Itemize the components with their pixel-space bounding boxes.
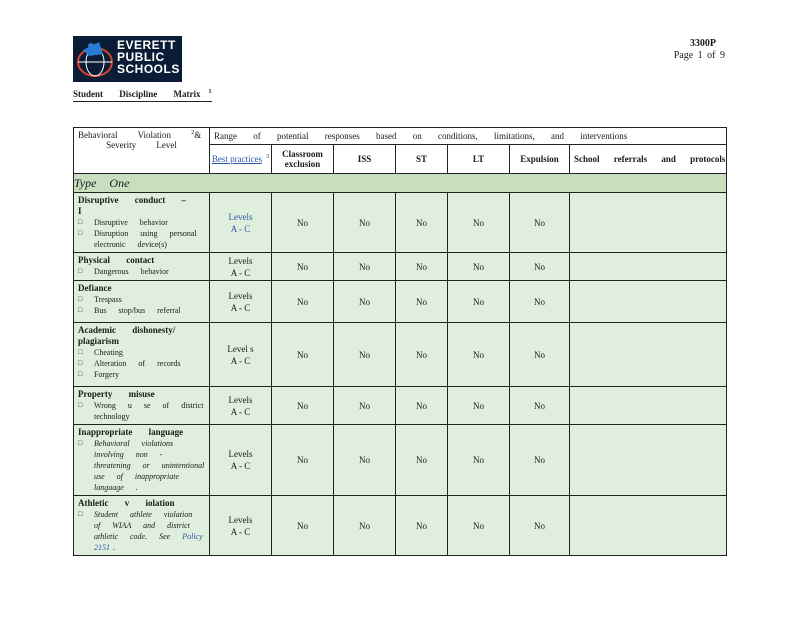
behavior-cell bbox=[74, 425, 210, 496]
globe-icon bbox=[73, 36, 117, 82]
behavior-cell bbox=[74, 323, 210, 387]
response-cell: No bbox=[448, 323, 510, 387]
response-cell: No bbox=[510, 387, 570, 425]
response-cell: No bbox=[396, 323, 448, 387]
behavior-title: Inappropriate language bbox=[78, 427, 184, 437]
document-title bbox=[73, 89, 212, 102]
response-cell: No bbox=[448, 281, 510, 323]
behavior-item bbox=[78, 217, 205, 228]
response-cell: No bbox=[334, 253, 396, 281]
behavior-item bbox=[78, 228, 205, 250]
response-cell: No bbox=[272, 253, 334, 281]
table-row bbox=[74, 425, 727, 496]
school-referrals-cell bbox=[570, 425, 727, 496]
col-header-iss: ISS bbox=[334, 145, 396, 174]
response-cell: No bbox=[272, 496, 334, 556]
discipline-matrix-table bbox=[73, 127, 727, 556]
col-header-expulsion: Expulsion bbox=[510, 145, 570, 174]
response-cell: No bbox=[396, 387, 448, 425]
logo-line1: EVERETT bbox=[117, 38, 176, 52]
levels-cell bbox=[210, 496, 272, 556]
document-title-text: Student Discipline Matrix bbox=[73, 89, 201, 99]
header-behavioral-footnote: 2 bbox=[191, 130, 195, 136]
header-behavioral-text: Behavioral Violation bbox=[78, 130, 172, 140]
table-row bbox=[74, 323, 727, 387]
table-row bbox=[74, 281, 727, 323]
behavior-item bbox=[78, 400, 205, 422]
behavior-item-text: Forgery bbox=[94, 370, 120, 379]
response-cell: No bbox=[334, 323, 396, 387]
matrix-body bbox=[74, 193, 727, 556]
school-referrals-cell bbox=[570, 253, 727, 281]
response-cell: No bbox=[510, 323, 570, 387]
school-referrals-cell bbox=[570, 281, 727, 323]
behavior-item-text: Bus stop/bus referral bbox=[94, 306, 181, 315]
behavior-cell bbox=[74, 193, 210, 253]
logo-line3: SCHOOLS bbox=[117, 62, 180, 76]
behavior-item-text: Alteration of records bbox=[94, 359, 181, 368]
school-referrals-cell bbox=[570, 387, 727, 425]
response-cell: No bbox=[272, 281, 334, 323]
levels-label: Levels bbox=[228, 211, 253, 222]
table-row bbox=[74, 387, 727, 425]
response-cell: No bbox=[272, 323, 334, 387]
response-cell: No bbox=[448, 253, 510, 281]
response-cell: No bbox=[396, 193, 448, 253]
response-cell: No bbox=[510, 281, 570, 323]
behavior-item-text: Behavioral violations involving non - threatening or unintentional use of inappropriate language . bbox=[94, 439, 205, 492]
response-cell: No bbox=[448, 496, 510, 556]
behavior-item-text: Cheating bbox=[94, 348, 123, 357]
levels-label: Levels bbox=[228, 394, 253, 405]
behavior-title: Academic dishonesty/ plagiarism bbox=[78, 325, 176, 346]
behavior-item bbox=[78, 305, 205, 316]
response-cell: No bbox=[396, 496, 448, 556]
levels-label: Levels bbox=[228, 514, 253, 525]
levels-range: A - C bbox=[230, 526, 251, 537]
response-cell: No bbox=[272, 193, 334, 253]
response-cell: No bbox=[510, 253, 570, 281]
response-cell: No bbox=[272, 387, 334, 425]
behavior-title: Athletic v iolation bbox=[78, 498, 175, 508]
behavior-item bbox=[78, 369, 205, 380]
page-number: Page 1 of 9 bbox=[673, 50, 725, 61]
response-cell: No bbox=[510, 193, 570, 253]
behavior-item-text: Wrong u se of district technology bbox=[94, 401, 204, 421]
behavior-item-text: Trespass bbox=[94, 295, 122, 304]
behavior-item bbox=[78, 266, 205, 277]
behavior-cell bbox=[74, 253, 210, 281]
response-cell: No bbox=[448, 387, 510, 425]
response-cell: No bbox=[510, 496, 570, 556]
levels-cell bbox=[210, 425, 272, 496]
district-logo bbox=[73, 36, 182, 82]
behavior-item-text: Dangerous behavior bbox=[94, 267, 169, 276]
levels-range: A - C bbox=[230, 461, 251, 471]
response-cell: No bbox=[272, 425, 334, 496]
response-cell: No bbox=[334, 193, 396, 253]
policy-link[interactable]: Policy 2151 bbox=[94, 532, 203, 552]
school-referrals-cell bbox=[570, 193, 727, 253]
header-severity-level: Severity Level bbox=[106, 140, 177, 150]
logo-line2: PUBLIC bbox=[117, 50, 165, 64]
header-behavioral-amp: & bbox=[194, 130, 202, 140]
header-behavioral-violation bbox=[74, 128, 210, 174]
best-practices-footnote: 3 bbox=[266, 154, 270, 160]
behavior-cell bbox=[74, 387, 210, 425]
levels-cell bbox=[210, 387, 272, 425]
levels-label: Levels bbox=[228, 449, 253, 459]
document-title-footnote: 1 bbox=[208, 89, 212, 95]
behavior-title: Physical contact bbox=[78, 255, 155, 265]
behavior-cell bbox=[74, 496, 210, 556]
behavior-item bbox=[78, 294, 205, 305]
col-header-school-referrals: School referrals and protocols bbox=[570, 145, 727, 174]
response-cell: No bbox=[448, 193, 510, 253]
levels-cell bbox=[210, 323, 272, 387]
response-cell: No bbox=[334, 387, 396, 425]
levels-range: A - C bbox=[230, 355, 251, 366]
table-row bbox=[74, 253, 727, 281]
behavior-item bbox=[78, 509, 205, 553]
behavior-item bbox=[78, 347, 205, 358]
behavior-item-text: Disruption using personal electronic device(s) bbox=[94, 229, 197, 249]
levels-range: A - C bbox=[230, 302, 251, 313]
table-row bbox=[74, 496, 727, 556]
behavior-item bbox=[78, 358, 205, 369]
behavior-title: Defiance bbox=[78, 283, 112, 293]
response-cell: No bbox=[334, 281, 396, 323]
col-header-lt: LT bbox=[448, 145, 510, 174]
school-referrals-cell bbox=[570, 323, 727, 387]
levels-cell bbox=[210, 253, 272, 281]
behavior-title: Property misuse bbox=[78, 389, 155, 399]
response-cell: No bbox=[448, 425, 510, 496]
response-cell: No bbox=[396, 253, 448, 281]
policy-link-tail: . bbox=[113, 543, 115, 552]
levels-label: Levels bbox=[228, 255, 253, 266]
behavior-item bbox=[78, 438, 205, 493]
document-number: 3300P bbox=[689, 38, 716, 49]
levels-cell bbox=[210, 281, 272, 323]
levels-label: Levels bbox=[228, 290, 253, 301]
levels-range: A - C bbox=[230, 406, 251, 417]
col-header-st: ST bbox=[396, 145, 448, 174]
header-range-of-responses: Range of potential responses based on conditions, limitations, and interventions bbox=[210, 128, 727, 145]
col-header-classroom-exclusion: Classroom exclusion bbox=[272, 145, 334, 174]
levels-range: A - C bbox=[230, 267, 251, 278]
response-cell: No bbox=[334, 496, 396, 556]
type-one-row: Type One bbox=[74, 174, 727, 193]
levels-cell bbox=[210, 193, 272, 253]
response-cell: No bbox=[510, 425, 570, 496]
response-cell: No bbox=[396, 425, 448, 496]
behavior-item-text: Student athlete violation of WIAA and district athletic code. See bbox=[94, 510, 193, 541]
levels-label: Level s bbox=[227, 343, 254, 354]
response-cell: No bbox=[396, 281, 448, 323]
table-row bbox=[74, 193, 727, 253]
best-practices-link[interactable]: Best practices bbox=[211, 154, 263, 164]
behavior-item-text: Disruptive behavior bbox=[94, 218, 168, 227]
levels-range: A - C bbox=[230, 223, 251, 234]
school-referrals-cell bbox=[570, 496, 727, 556]
behavior-cell bbox=[74, 281, 210, 323]
response-cell: No bbox=[334, 425, 396, 496]
col-header-best-practices[interactable] bbox=[210, 145, 272, 174]
behavior-title: Disruptive conduct – I bbox=[78, 195, 187, 216]
